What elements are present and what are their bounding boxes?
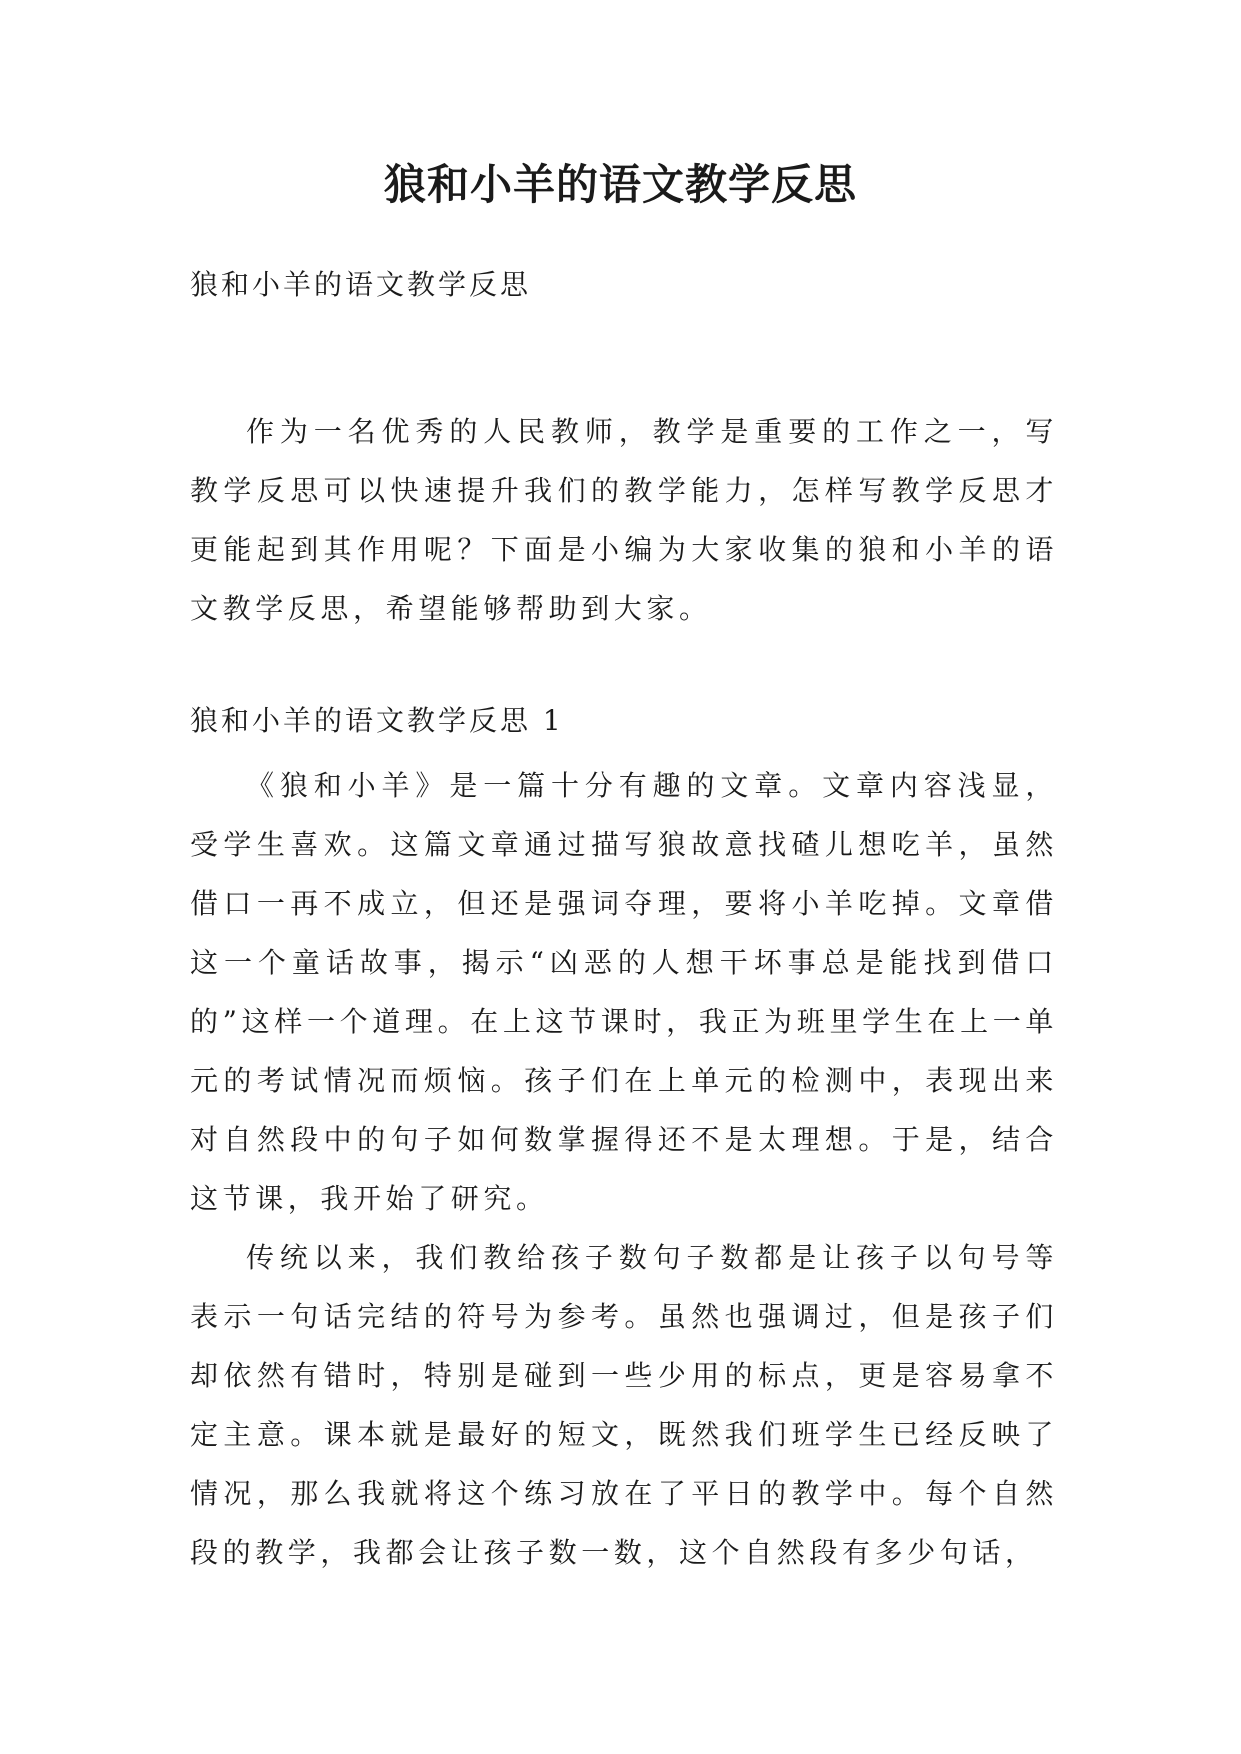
body-paragraph: 《狼和小羊》是一篇十分有趣的文章。文章内容浅显，受学生喜欢。这篇文章通过描写狼故意找碴儿想吃羊，虽然借口一再不成立，但还是强词夺理，要将小羊吃掉。文章借这一个童话故事，揭示“凶恶的人想干坏事总是能找到借口的”这样一个道理。在上这节课时，我正为班里学生在上一单元的考试情况而烦恼。孩子们在上单元的检测中，表现出来对自然段中的句子如何数掌握得还不是太理想。于是，结合这节课，我开始了研究。 [190, 769, 1058, 1215]
document-title: 狼和小羊的语文教学反思 [383, 160, 857, 209]
body-paragraph: 传统以来，我们教给孩子数句子数都是让孩子以句号等表示一句话完结的符号为参考。虽然也强调过，但是孩子们却依然有错时，特别是碰到一些少用的标点，更是容易拿不定主意。课本就是最好的短文，既然我们班学生已经反映了情况，那么我就将这个练习放在了平日的教学中。每个自然段的教学，我都会让孩子数一数，这个自然段有多少句话， [190, 1241, 1058, 1569]
section-heading: 狼和小羊的语文教学反思 1 [190, 704, 564, 737]
section-body [190, 756, 1058, 1582]
document-subtitle: 狼和小羊的语文教学反思 [190, 268, 532, 301]
intro-paragraph: 作为一名优秀的人民教师，教学是重要的工作之一，写教学反思可以快速提升我们的教学能力，怎样写教学反思才更能起到其作用呢？下面是小编为大家收集的狼和小羊的语文教学反思，希望能够帮助到大家。 [190, 415, 1058, 625]
intro-section [190, 402, 1058, 638]
